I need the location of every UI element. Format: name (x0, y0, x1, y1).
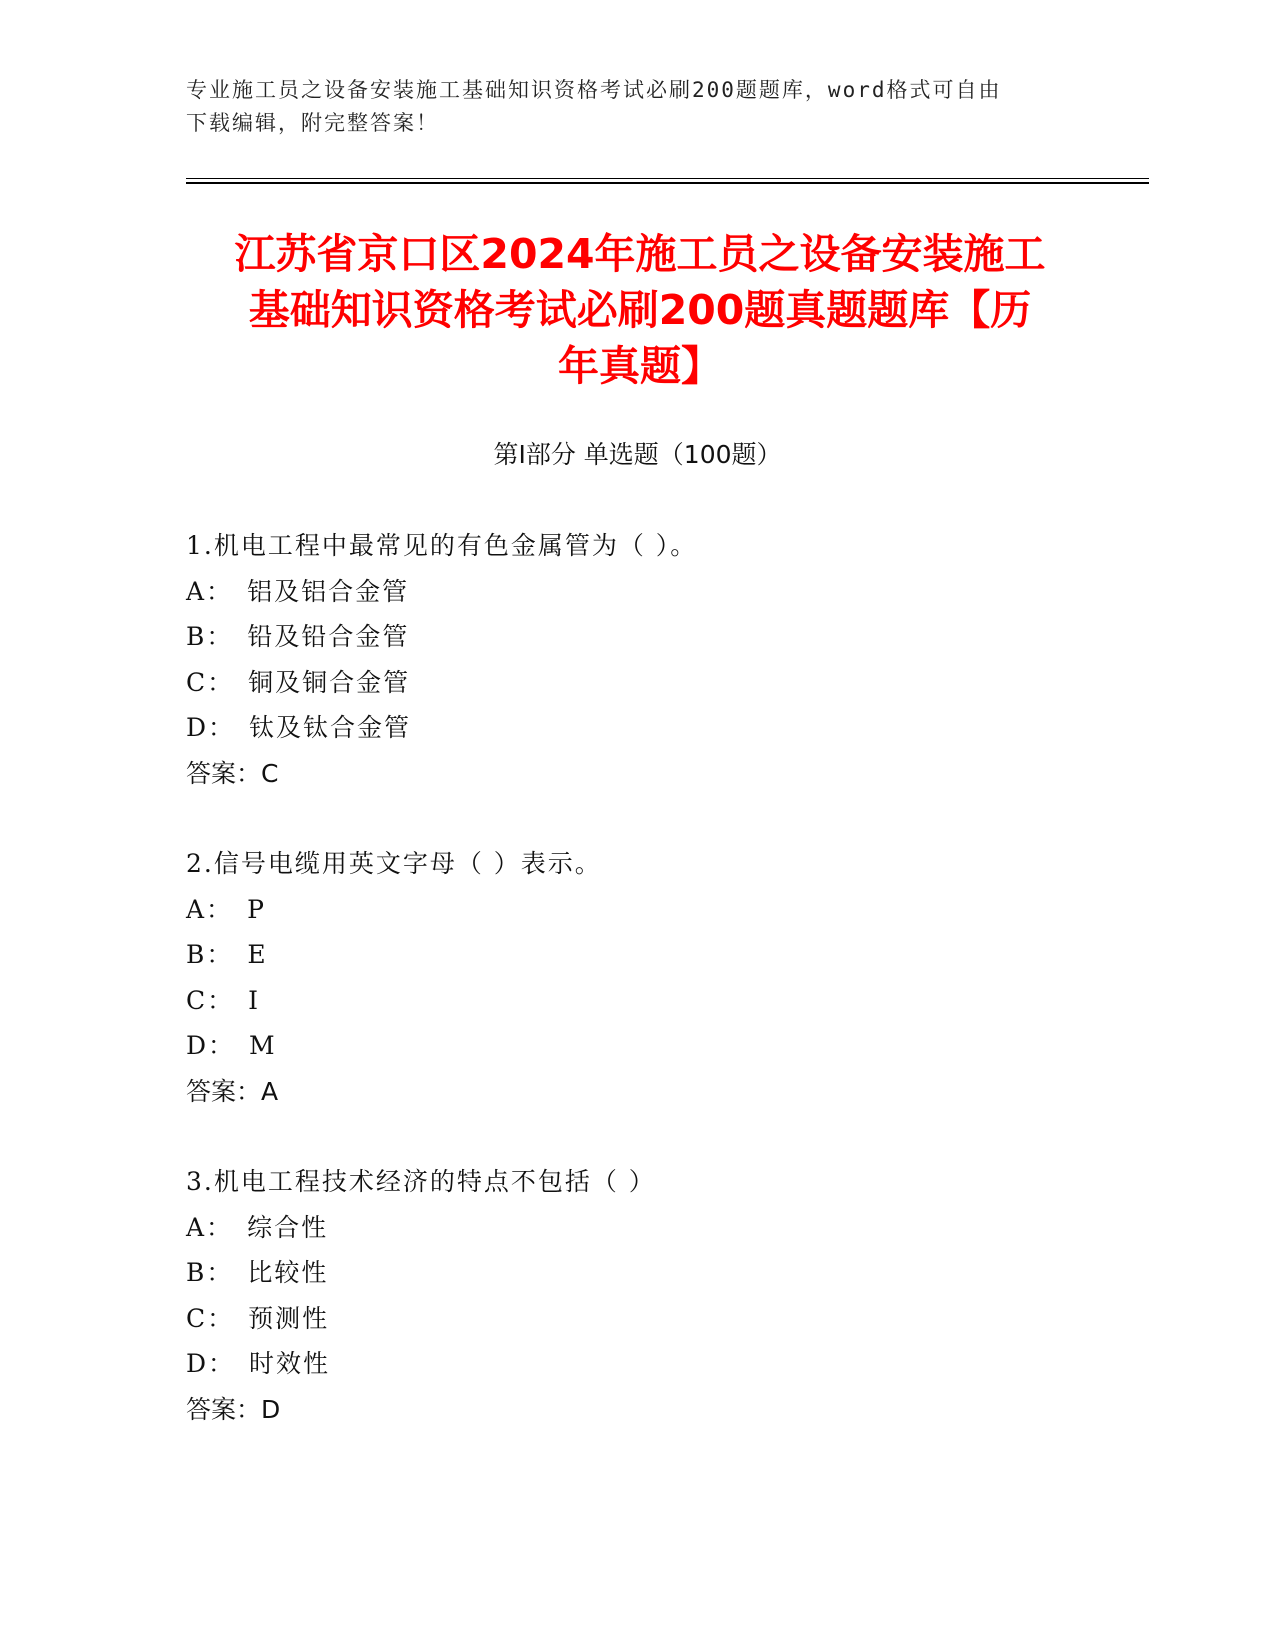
answer-line: 答案：D (186, 1394, 281, 1424)
option-b (186, 1250, 1086, 1296)
question-stem: 3.机电工程技术经济的特点不包括（ ） (186, 1167, 656, 1196)
option-text: 预测性 (248, 1303, 330, 1333)
option-key: B： (186, 940, 234, 969)
option-key: C： (186, 667, 235, 697)
option-c (186, 660, 1086, 706)
answer-line: 答案：A (186, 1076, 279, 1106)
option-c (186, 978, 1086, 1024)
option-text: I (248, 985, 261, 1015)
header-note-line-1: 专业施工员之设备安装施工基础知识资格考试必刷200题题库，word格式可自由 (186, 78, 1002, 102)
option-key: C： (186, 1303, 235, 1333)
header-divider-thick (186, 182, 1149, 184)
option-key: B： (186, 1258, 234, 1287)
option-text: P (247, 894, 266, 924)
option-key: D： (186, 1349, 236, 1378)
document-title-line-2: 基础知识资格考试必刷200题真题题库【历 (248, 286, 1032, 334)
document-title (160, 226, 1120, 394)
option-text: 铝及铝合金管 (247, 576, 410, 606)
question-stem: 1.机电工程中最常见的有色金属管为（ ）。 (186, 531, 698, 560)
option-d (186, 1341, 1086, 1387)
header-note (186, 74, 1086, 140)
option-text: 比较性 (247, 1258, 329, 1287)
option-text: 铜及铜合金管 (248, 667, 411, 697)
section-heading: 第Ⅰ部分 单选题（100题） (493, 440, 782, 469)
option-d (186, 1023, 1086, 1069)
option-a (186, 569, 1086, 615)
option-d (186, 705, 1086, 751)
document-title-line-3: 年真题】 (558, 342, 722, 390)
option-key: A： (186, 894, 234, 924)
header-note-line-2: 下载编辑，附完整答案！ (186, 111, 439, 135)
option-text: 时效性 (249, 1349, 331, 1378)
question-2 (186, 841, 1086, 1114)
option-key: D： (186, 1031, 236, 1060)
option-key: A： (186, 1212, 234, 1242)
document-title-line-1: 江苏省京口区2024年施工员之设备安装施工 (234, 230, 1046, 278)
option-key: A： (186, 576, 234, 606)
question-3 (186, 1159, 1086, 1432)
option-text: M (249, 1031, 277, 1060)
option-a (186, 887, 1086, 933)
question-stem: 2.信号电缆用英文字母（ ）表示。 (186, 849, 602, 878)
option-text: 综合性 (247, 1212, 329, 1242)
option-text: 铅及铅合金管 (247, 622, 410, 651)
option-b (186, 614, 1086, 660)
header-divider-thin (186, 178, 1149, 179)
option-key: B： (186, 622, 234, 651)
option-key: D： (186, 713, 236, 742)
answer-line: 答案：C (186, 758, 279, 788)
option-a (186, 1205, 1086, 1251)
option-text: 钛及钛合金管 (249, 713, 412, 742)
option-b (186, 932, 1086, 978)
option-text: E (247, 940, 268, 969)
option-c (186, 1296, 1086, 1342)
question-1 (186, 523, 1086, 796)
option-key: C： (186, 985, 235, 1015)
